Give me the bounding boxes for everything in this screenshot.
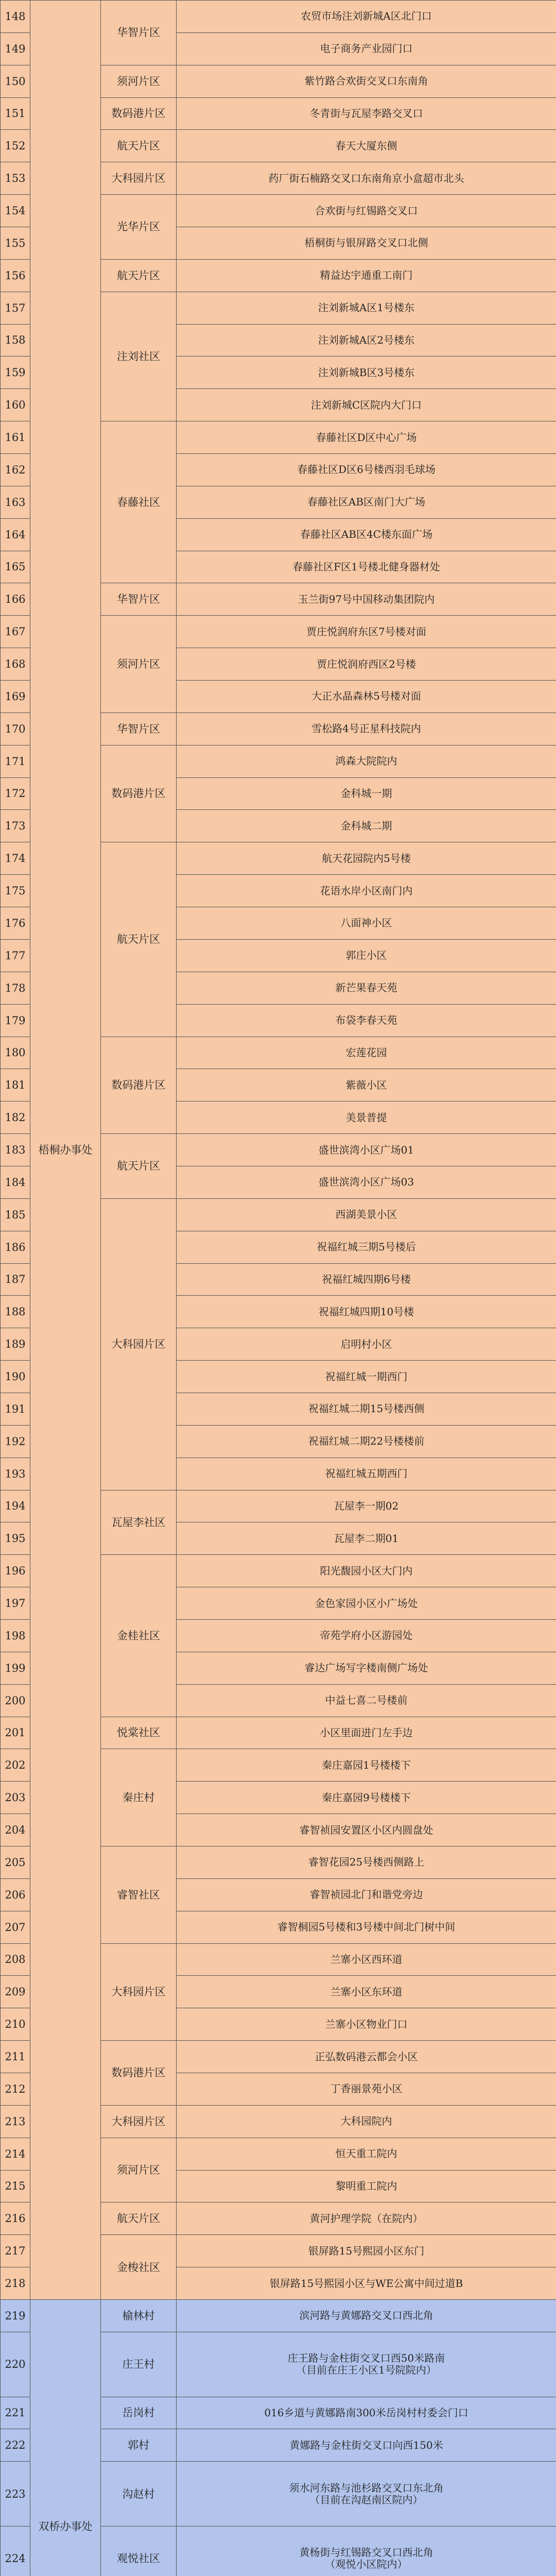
site-location: 贾庄悦润府西区2号楼	[177, 648, 556, 681]
site-location: 大正水晶森林5号楼对面	[177, 681, 556, 713]
site-location: 注刘新城B区3号楼东	[177, 357, 556, 389]
area-name: 春藤社区	[101, 421, 177, 583]
site-number: 181	[1, 1069, 30, 1101]
site-location: 春藤社区AB区4C楼东面广场	[177, 518, 556, 551]
site-location: 中益七喜二号楼前	[177, 1684, 556, 1717]
site-location: 银屏路15号熙园小区东门	[177, 2235, 556, 2267]
site-location: 宏莲花园	[177, 1037, 556, 1069]
site-number: 158	[1, 324, 30, 357]
site-location: 祝福红城二期15号楼西侧	[177, 1393, 556, 1425]
site-number: 173	[1, 810, 30, 842]
area-name: 须河片区	[101, 616, 177, 713]
area-name: 岳岗村	[101, 2397, 177, 2429]
site-number: 222	[1, 2429, 30, 2462]
site-location: 春天大厦东侧	[177, 130, 556, 162]
area-name: 数码港片区	[101, 745, 177, 842]
site-number: 208	[1, 1943, 30, 1976]
site-number: 211	[1, 2041, 30, 2073]
site-location: 帝苑学府小区游园处	[177, 1619, 556, 1652]
site-number: 170	[1, 713, 30, 745]
site-number: 223	[1, 2462, 30, 2527]
area-name: 航天片区	[101, 259, 177, 292]
site-location: 冬青街与瓦屋李路交叉口	[177, 97, 556, 130]
site-number: 221	[1, 2397, 30, 2429]
site-location: 祝福红城五期西门	[177, 1458, 556, 1490]
site-location: 雪松路4号正星科技院内	[177, 713, 556, 745]
site-number: 210	[1, 2008, 30, 2041]
site-number: 199	[1, 1652, 30, 1684]
area-name: 沟赵村	[101, 2462, 177, 2527]
site-number: 193	[1, 1458, 30, 1490]
site-location: 黄娜路与金柱街交叉口向西150米	[177, 2429, 556, 2462]
site-location: 航天花园院内5号楼	[177, 842, 556, 875]
site-number: 180	[1, 1037, 30, 1069]
site-location: 正弘数码港云都会小区	[177, 2041, 556, 2073]
office-name: 梧桐办事处	[30, 1, 101, 2300]
site-location: 黄河护理学院（在院内）	[177, 2202, 556, 2235]
area-name: 大科园片区	[101, 1943, 177, 2041]
site-number: 218	[1, 2267, 30, 2300]
site-number: 204	[1, 1814, 30, 1846]
area-name: 华智片区	[101, 713, 177, 745]
site-location: 鸿森大院院内	[177, 745, 556, 777]
area-name: 华智片区	[101, 1, 177, 65]
area-name: 秦庄村	[101, 1749, 177, 1846]
site-number: 164	[1, 518, 30, 551]
site-location: 祝福红城一期西门	[177, 1361, 556, 1393]
site-location: 小区里面进门左手边	[177, 1717, 556, 1749]
area-name: 须河片区	[101, 2138, 177, 2202]
site-number: 175	[1, 875, 30, 907]
area-name: 观悦社区	[101, 2527, 177, 2576]
site-location: 秦庄嘉园1号楼楼下	[177, 1749, 556, 1782]
office-name: 双桥办事处	[30, 2300, 101, 2576]
site-location: 西湖美景小区	[177, 1198, 556, 1231]
area-name: 华智片区	[101, 583, 177, 616]
site-number: 169	[1, 681, 30, 713]
site-number: 159	[1, 357, 30, 389]
site-location: 祝福红城三期5号楼后	[177, 1231, 556, 1263]
site-location: 兰寨小区西环道	[177, 1943, 556, 1976]
site-number: 182	[1, 1101, 30, 1134]
site-number: 224	[1, 2527, 30, 2576]
site-location: 紫薇小区	[177, 1069, 556, 1101]
site-location: 兰寨小区东环道	[177, 1976, 556, 2008]
site-number: 192	[1, 1425, 30, 1458]
site-number: 190	[1, 1361, 30, 1393]
site-number: 197	[1, 1587, 30, 1620]
site-number: 155	[1, 227, 30, 260]
site-number: 207	[1, 1911, 30, 1943]
site-location: 睿智桐园5号楼和3号楼中间北门树中间	[177, 1911, 556, 1943]
site-location: 春藤社区AB区南门大广场	[177, 486, 556, 518]
site-number: 214	[1, 2138, 30, 2170]
site-location: 郭庄小区	[177, 939, 556, 972]
site-number: 200	[1, 1684, 30, 1717]
site-number: 215	[1, 2170, 30, 2202]
site-number: 174	[1, 842, 30, 875]
site-location: 美景普提	[177, 1101, 556, 1134]
site-number: 165	[1, 551, 30, 583]
site-location: 新芒果春天苑	[177, 972, 556, 1004]
site-location: 农贸市场注刘新城A区北门口	[177, 1, 556, 33]
site-location: 紫竹路合欢街交叉口东南角	[177, 65, 556, 97]
site-number: 191	[1, 1393, 30, 1425]
site-location: 黄杨街与红锡路交叉口西北角 （观悦小区院内）	[177, 2527, 556, 2576]
site-number: 201	[1, 1717, 30, 1749]
site-location: 大科园院内	[177, 2105, 556, 2138]
site-location: 睿达广场写字楼南侧广场处	[177, 1652, 556, 1684]
site-location: 睿智祯园北门和谐党旁边	[177, 1878, 556, 1911]
area-name: 榆林村	[101, 2300, 177, 2332]
site-location: 黎明重工院内	[177, 2170, 556, 2202]
site-number: 184	[1, 1166, 30, 1198]
site-number: 183	[1, 1134, 30, 1166]
site-number: 171	[1, 745, 30, 777]
site-number: 212	[1, 2073, 30, 2106]
site-location: 合欢街与红锡路交叉口	[177, 195, 556, 227]
site-number: 189	[1, 1328, 30, 1361]
site-location: 秦庄嘉园9号楼楼下	[177, 1782, 556, 1814]
area-name: 大科园片区	[101, 1198, 177, 1490]
site-location: 玉兰街97号中国移动集团院内	[177, 583, 556, 616]
site-number: 186	[1, 1231, 30, 1263]
area-name: 航天片区	[101, 1134, 177, 1199]
site-number: 220	[1, 2332, 30, 2397]
site-location: 丁香丽景苑小区	[177, 2073, 556, 2106]
site-number: 162	[1, 454, 30, 486]
site-number: 154	[1, 195, 30, 227]
site-number: 168	[1, 648, 30, 681]
site-location: 布袋李春天苑	[177, 1004, 556, 1037]
site-number: 179	[1, 1004, 30, 1037]
site-location: 春藤社区D区中心广场	[177, 421, 556, 454]
site-number: 216	[1, 2202, 30, 2235]
site-number: 196	[1, 1555, 30, 1587]
area-name: 金梭社区	[101, 2235, 177, 2300]
site-number: 161	[1, 421, 30, 454]
site-number: 151	[1, 97, 30, 130]
site-location: 药厂街石楠路交叉口东南角京小盒超市北头	[177, 162, 556, 195]
site-location: 兰寨小区物业门口	[177, 2008, 556, 2041]
site-location: 电子商务产业园门口	[177, 32, 556, 65]
site-location: 春藤社区F区1号楼北健身器材处	[177, 551, 556, 583]
site-number: 153	[1, 162, 30, 195]
site-location: 盛世滨湾小区广场03	[177, 1166, 556, 1198]
site-location: 金科城一期	[177, 777, 556, 810]
site-number: 198	[1, 1619, 30, 1652]
area-name: 庄王村	[101, 2332, 177, 2397]
area-name: 郭村	[101, 2429, 177, 2462]
area-name: 航天片区	[101, 2202, 177, 2235]
site-number: 206	[1, 1878, 30, 1911]
site-number: 150	[1, 65, 30, 97]
site-location: 盛世滨湾小区广场01	[177, 1134, 556, 1166]
site-location: 祝福红城四期6号楼	[177, 1263, 556, 1296]
site-location: 注刘新城C区院内大门口	[177, 389, 556, 421]
site-number: 176	[1, 907, 30, 940]
site-number: 194	[1, 1490, 30, 1522]
site-number: 195	[1, 1522, 30, 1555]
site-number: 152	[1, 130, 30, 162]
site-location: 启明村小区	[177, 1328, 556, 1361]
site-number: 185	[1, 1198, 30, 1231]
area-name: 航天片区	[101, 842, 177, 1037]
area-name: 注刘社区	[101, 292, 177, 421]
area-name: 数码港片区	[101, 1037, 177, 1134]
site-location: 阳光馥园小区大门内	[177, 1555, 556, 1587]
site-number: 202	[1, 1749, 30, 1782]
site-number: 219	[1, 2300, 30, 2332]
site-location: 金科城二期	[177, 810, 556, 842]
site-number: 187	[1, 1263, 30, 1296]
area-name: 数码港片区	[101, 2041, 177, 2106]
site-location: 庄王路与金柱街交叉口西50米路南 （目前在庄王小区1号院院内）	[177, 2332, 556, 2397]
site-location: 须水河东路与池杉路交叉口东北角 （目前在沟赵南区院内）	[177, 2462, 556, 2527]
site-number: 172	[1, 777, 30, 810]
area-name: 数码港片区	[101, 97, 177, 130]
site-number: 213	[1, 2105, 30, 2138]
area-name: 金桂社区	[101, 1555, 177, 1717]
site-location: 贾庄悦润府东区7号楼对面	[177, 616, 556, 648]
site-number: 166	[1, 583, 30, 616]
site-number: 149	[1, 32, 30, 65]
site-location: 花语水岸小区南门内	[177, 875, 556, 907]
site-location: 注刘新城A区1号楼东	[177, 292, 556, 324]
area-name: 须河片区	[101, 65, 177, 97]
site-location: 祝福红城四期10号楼	[177, 1296, 556, 1328]
site-number: 217	[1, 2235, 30, 2267]
site-location: 金色家园小区小广场处	[177, 1587, 556, 1620]
site-location: 016乡道与黄娜路南300米岳岗村村委会门口	[177, 2397, 556, 2429]
area-name: 大科园片区	[101, 2105, 177, 2138]
area-name: 睿智社区	[101, 1846, 177, 1943]
area-name: 瓦屋李社区	[101, 1490, 177, 1555]
site-location: 春藤社区D区6号楼西羽毛球场	[177, 454, 556, 486]
site-location: 梧桐街与银屏路交叉口北侧	[177, 227, 556, 260]
site-number: 177	[1, 939, 30, 972]
site-number: 156	[1, 259, 30, 292]
area-name: 大科园片区	[101, 162, 177, 195]
area-name: 光华片区	[101, 195, 177, 260]
site-location: 睿智祯园安置区小区内圆盘处	[177, 1814, 556, 1846]
site-location: 注刘新城A区2号楼东	[177, 324, 556, 357]
site-number: 178	[1, 972, 30, 1004]
site-number: 148	[1, 1, 30, 33]
site-location: 恒天重工院内	[177, 2138, 556, 2170]
site-number: 188	[1, 1296, 30, 1328]
site-location: 八面神小区	[177, 907, 556, 940]
site-location: 瓦屋李一期02	[177, 1490, 556, 1522]
table-row	[1, 2300, 556, 2332]
site-number: 205	[1, 1846, 30, 1878]
site-number: 160	[1, 389, 30, 421]
table-row	[1, 1, 556, 33]
site-location: 瓦屋李二期01	[177, 1522, 556, 1555]
area-name: 航天片区	[101, 130, 177, 162]
site-location: 银屏路15号熙园小区与WE公寓中间过道B	[177, 2267, 556, 2300]
site-number: 209	[1, 1976, 30, 2008]
area-name: 悦棠社区	[101, 1717, 177, 1749]
site-number: 157	[1, 292, 30, 324]
site-number: 203	[1, 1782, 30, 1814]
site-location: 睿智花园25号楼西侧路上	[177, 1846, 556, 1878]
site-location: 精益达宇通重工南门	[177, 259, 556, 292]
site-location: 滨河路与黄娜路交叉口西北角	[177, 2300, 556, 2332]
site-location: 祝福红城二期22号楼楼前	[177, 1425, 556, 1458]
site-number: 167	[1, 616, 30, 648]
site-number: 163	[1, 486, 30, 518]
